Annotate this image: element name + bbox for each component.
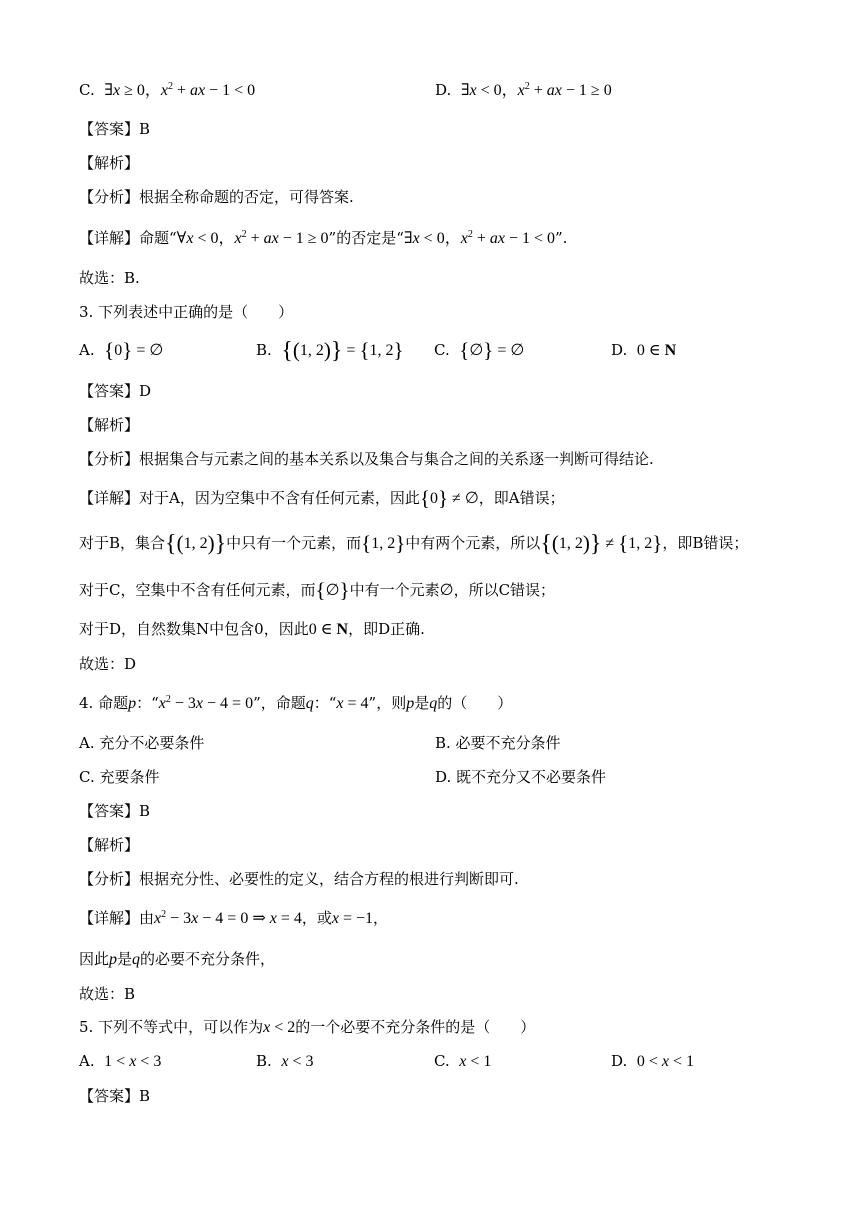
- q2-detail: 【详解】命题“∀x < 0，$x^2$ + ax − 1 ≥ 0”的否定是“∃x < 0，$x^2$ + ax − 1 < 0”.: [79, 229, 568, 247]
- q3-detail-d: 对于D，自然数集N中包含0，因此0 ∈ N，即D正确.: [79, 620, 425, 638]
- q3-answer: 【答案】D: [79, 382, 152, 400]
- q4-conclusion: 故选：B: [79, 985, 136, 1003]
- q5-stem: 5. 下列不等式中，可以作为x < 2的一个必要不充分条件的是（ ）: [79, 1018, 536, 1036]
- q2-option-d: D. ∃x < 0，$x^2$ + ax − 1 ≥ 0: [435, 81, 612, 99]
- q3-option-c: C. {∅} = ∅: [434, 338, 525, 362]
- q4-option-c: C. 充要条件: [79, 768, 160, 786]
- q5-option-b: B. x < 3: [256, 1052, 314, 1070]
- q5-answer: 【答案】B: [79, 1087, 151, 1105]
- q5-option-d: D. 0 < x < 1: [611, 1052, 694, 1070]
- q3-detail-a: 【详解】对于A，因为空集中不含有任何元素，因此{0} ≠ ∅，即A错误；: [79, 486, 565, 510]
- q4-option-d: D. 既不充分又不必要条件: [435, 768, 607, 786]
- q3-stem: 3. 下列表述中正确的是（ ）: [79, 303, 294, 321]
- q2-answer: 【答案】B: [79, 120, 151, 138]
- q3-conclusion: 故选：D: [79, 655, 137, 673]
- q3-option-d: D. 0 ∈ N: [611, 341, 677, 359]
- q5-option-c: C. x < 1: [434, 1052, 492, 1070]
- q2-analysis-heading: 【解析】: [79, 154, 140, 172]
- q5-option-a: A. 1 < x < 3: [79, 1052, 162, 1070]
- q4-detail: 【详解】由$x^2 - 3x - 4 = 0$ ⇒ x = 4，或x = −1，: [79, 909, 389, 927]
- q2-conclusion: 故选：B.: [79, 269, 140, 287]
- q4-option-b: B. 必要不充分条件: [435, 734, 561, 752]
- q3-detail-c: 对于C，空集中不含有任何元素，而{∅}中有一个元素∅，所以C错误；: [79, 578, 556, 602]
- q4-option-a: A. 充分不必要条件: [79, 734, 205, 752]
- q3-option-a: A. {0} = ∅: [79, 338, 164, 362]
- q4-detail-line2: 因此p是q的必要不充分条件，: [79, 950, 276, 968]
- q3-fenxi: 【分析】根据集合与元素之间的基本关系以及集合与集合之间的关系逐一判断可得结论.: [79, 450, 654, 468]
- q3-detail-b: 对于B，集合{(1, 2)}中只有一个元素，而{1, 2}中有两个元素，所以{(1, 2)} ≠ {1, 2}，即B错误；: [79, 531, 749, 557]
- q4-answer: 【答案】B: [79, 802, 151, 820]
- q3-analysis-heading: 【解析】: [79, 416, 140, 434]
- q4-fenxi: 【分析】根据充分性、必要性的定义，结合方程的根进行判断即可.: [79, 870, 519, 888]
- q3-option-b: B. {(1, 2)} = {1, 2}: [256, 338, 404, 364]
- q2-fenxi: 【分析】根据全称命题的否定，可得答案.: [79, 188, 354, 206]
- q4-stem: 4. 命题p：“$x^2 - 3x - 4 = 0$”，命题q：“x = 4”，则p是q的（ ）: [79, 694, 513, 712]
- q2-option-c: C. ∃x ≥ 0，$x^2$ + ax − 1 < 0: [79, 81, 256, 99]
- q4-analysis-heading: 【解析】: [79, 836, 140, 854]
